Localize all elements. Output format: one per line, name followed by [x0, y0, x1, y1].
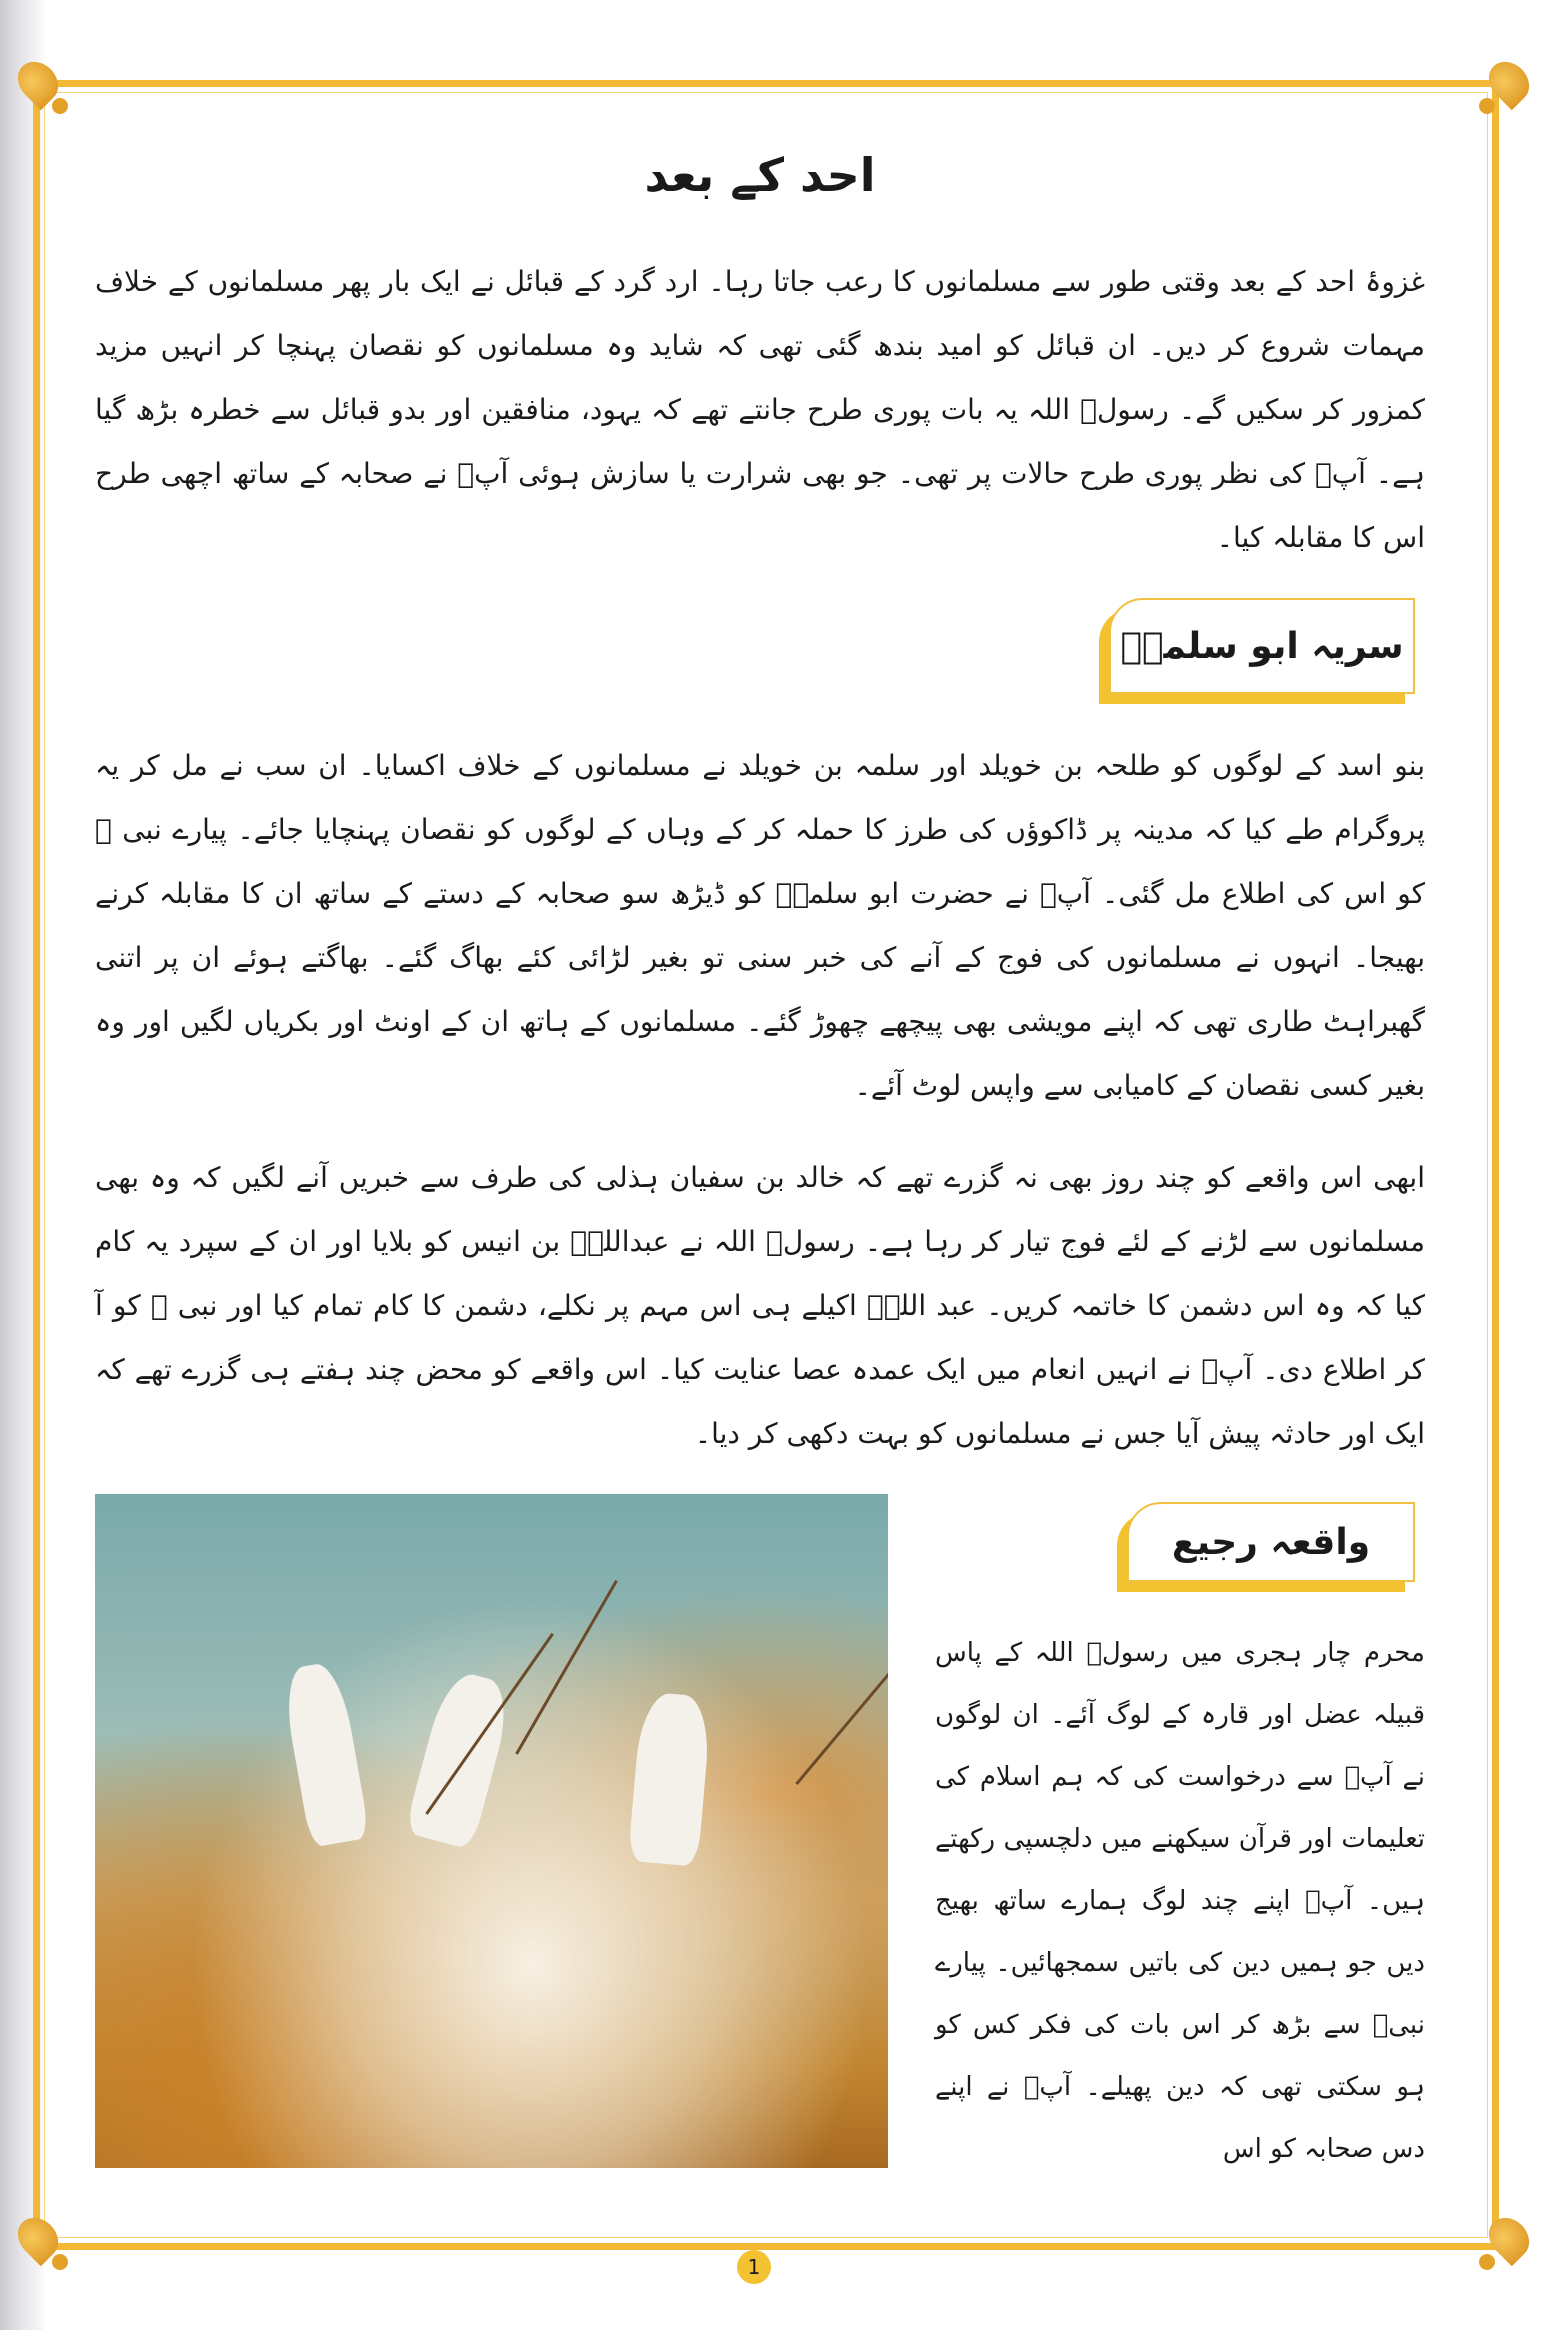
painting-spear	[795, 1645, 888, 1785]
paragraph-abdullah: ابھی اس واقعے کو چند روز بھی نہ گزرے تھے کہ خالد بن سفیان ہذلی کی طرف سے خبریں آنے لگیں کہ وہ بھی مسلمانوں سے لڑنے کے لئے فوج تیار کر رہا ہے۔ رسولؐ اللہ نے عبداللہؓ بن انیس کو بلایا اور ان کے سپرد یہ کام کیا کہ وہ اس دشمن کا خاتمہ کریں۔ عبد اللہؓ اکیلے ہی اس مہم پر نکلے، دشمن کا کام تمام کیا اور نبی ﷺ کو آ کر اطلاع دی۔ آپؐ نے انہیں انعام میں ایک عمدہ عصا عنایت کیا۔ اس واقعے کو محض چند ہفتے ہی گزرے تھے کہ ایک اور حادثہ پیش آیا جس نے مسلمانوں کو بہت دکھی کر دیا۔	[95, 1161, 1425, 1450]
painting-figure	[404, 1668, 516, 1850]
section-heading-box	[1109, 598, 1415, 694]
page-content	[95, 140, 1425, 2180]
corner-ornament-icon	[6, 52, 76, 122]
battle-painting	[95, 1494, 888, 2168]
corner-ornament-icon	[1471, 2208, 1541, 2278]
section-heading-row	[95, 598, 1415, 694]
section-heading: واقعہ رجیع	[1171, 1521, 1371, 1563]
bottom-section	[95, 1494, 1425, 2180]
section-heading-row	[935, 1502, 1415, 1582]
painting-figure	[628, 1691, 713, 1866]
corner-ornament-icon	[1471, 52, 1541, 122]
painting-figure	[280, 1660, 370, 1848]
section-heading: سریہ ابو سلمہؓ	[1120, 625, 1404, 667]
page-title: احد کے بعد	[644, 148, 876, 202]
corner-ornament-icon	[6, 2208, 76, 2278]
paragraph-abu-salama: بنو اسد کے لوگوں کو طلحہ بن خویلد اور سلمہ بن خویلد نے مسلمانوں کے خلاف اکسایا۔ ان سب نے مل کر یہ پروگرام طے کیا کہ مدینہ پر ڈاکوؤں کی طرز کا حملہ کر کے وہاں کے لوگوں کو نقصان پہنچایا جائے۔ پیارے نبی ﷺ کو اس کی اطلاع مل گئی۔ آپؐ نے حضرت ابو سلمہؓ کو ڈیڑھ سو صحابہ کے دستے کے ساتھ ان کا مقابلہ کرنے بھیجا۔ انہوں نے مسلمانوں کی فوج کے آنے کی خبر سنی تو بغیر لڑائی کئے بھاگ گئے۔ بھاگتے ہوئے ان پر اتنی گھبراہٹ طاری تھی کہ اپنے مویشی بھی پیچھے چھوڑ گئے۔ مسلمانوں کے ہاتھ ان کے اونٹ اور بکریاں لگیں اور وہ بغیر کسی نقصان کے کامیابی سے واپس لوٹ آئے۔	[95, 749, 1425, 1102]
section-heading-box	[1127, 1502, 1415, 1582]
paragraph-intro: غزوۂ احد کے بعد وقتی طور سے مسلمانوں کا رعب جاتا رہا۔ ارد گرد کے قبائل نے ایک بار پھر مسلمانوں کے خلاف مہمات شروع کر دیں۔ ان قبائل کو امید بندھ گئی تھی کہ شاید وہ مسلمانوں کو نقصان پہنچا کر انہیں مزید کمزور کر سکیں گے۔ رسولؐ اللہ یہ بات پوری طرح جانتے تھے کہ یہود، منافقین اور بدو قبائل سے خطرہ بڑھ گیا ہے۔ آپؐ کی نظر پوری طرح حالات پر تھی۔ جو بھی شرارت یا سازش ہوئی آپؐ نے صحابہ کے ساتھ اچھی طرح اس کا مقابلہ کیا۔	[95, 265, 1425, 554]
paragraph-rajee: محرم چار ہجری میں رسولؐ اللہ کے پاس قبیلہ عضل اور قارہ کے لوگ آئے۔ ان لوگوں نے آپؐ سے درخواست کی کہ ہم اسلام کی تعلیمات اور قرآن سیکھنے میں دلچسپی رکھتے ہیں۔ آپؐ اپنے چند لوگ ہمارے ساتھ بھیج دیں جو ہمیں دین کی باتیں سمجھائیں۔ پیارے نبیؐ سے بڑھ کر اس بات کی فکر کس کو ہو سکتی تھی کہ دین پھیلے۔ آپؐ نے اپنے دس صحابہ کو اس	[935, 1638, 1425, 2164]
right-column	[935, 1494, 1425, 2180]
page-number: 1	[737, 2250, 771, 2284]
